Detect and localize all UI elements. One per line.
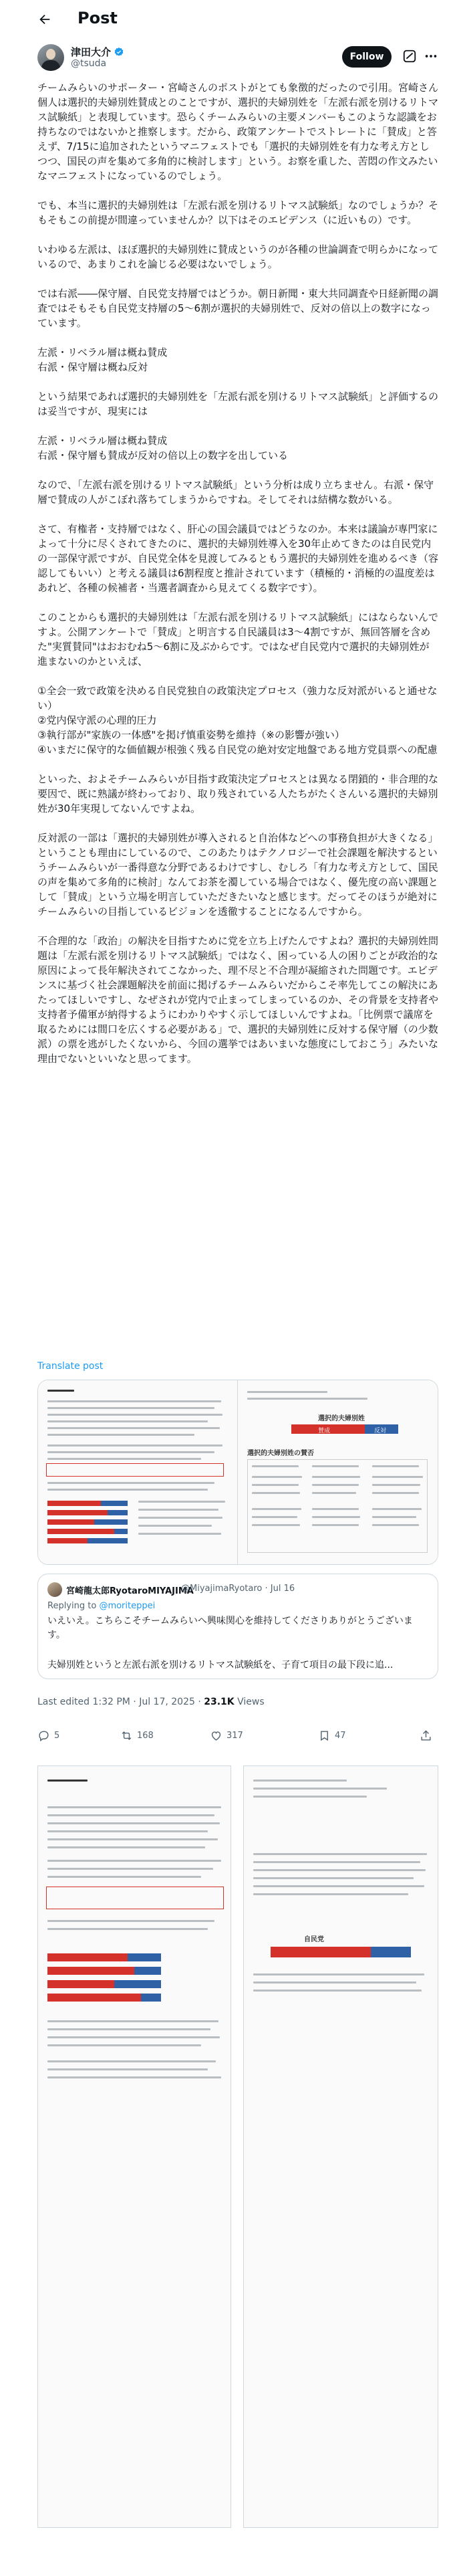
post-paragraph: なので、「左派右派を別けるリトマス試験紙」という分析は成り立ちません。右派・保守層で賛成の人がこぼれ落ちてしまうからですね。そしてそれは結構な数がいる。 bbox=[37, 479, 434, 506]
reply-count: 5 bbox=[54, 1730, 60, 1741]
views-count: 23.1K bbox=[204, 1697, 235, 1707]
author-row bbox=[37, 44, 438, 78]
share-button[interactable] bbox=[420, 1725, 432, 1745]
post-paragraph: ①全会一致で政策を決める自民党独自の政策決定プロセス（強力な反対派がいると通せない） ②党内保守派の心理的圧力 ③執行部が"家族の一体感"を掲げ慎重姿勢を維持（※の影響が強い） ④いまだに保守的な価値観が根強く残る自民党の絶対安定地盤である地方党員票への配慮 bbox=[37, 685, 438, 756]
chart-label-no: 反対 bbox=[374, 1428, 387, 1434]
bookmark-button[interactable] bbox=[318, 1725, 346, 1745]
reply-to-link[interactable]: @moriteppei bbox=[99, 1601, 156, 1611]
gallery-image-chart[interactable] bbox=[243, 1765, 438, 2528]
chart-subtitle: 選択的夫婦別姓の賛否 bbox=[247, 1450, 314, 1457]
verified-badge-icon bbox=[114, 47, 124, 58]
quote-reply-line bbox=[47, 1601, 155, 1611]
post-paragraph: 反対派の一部は「選択的夫婦別姓が導入されると自治体などへの事務負担が大きくなる」ということも理由にしているので、このあたりはテクノロジーで社会課題を解決するというチームみらいが一番得意な分野であるわけですし、むしろ「有力な考え方として、国民の声を集めて多角的に検討」なんてお茶を濁している場合ではなく、優先度の高い課題として「賛成」という立場を明言していただきたいなと感じます。だってそのほうが絶対にチームみらいの目指しているビジョンを透徹することになるんですから。 bbox=[37, 832, 438, 918]
page-title: Post bbox=[78, 9, 118, 27]
back-arrow-icon[interactable] bbox=[37, 12, 52, 27]
post-paragraph: 左派・リベラル層は概ね賛成 右派・保守層は概ね反対 bbox=[37, 346, 168, 373]
author-handle[interactable]: @tsuda bbox=[71, 58, 107, 69]
reply-button[interactable] bbox=[37, 1725, 59, 1745]
bookmark-icon bbox=[318, 1729, 331, 1742]
reply-icon bbox=[37, 1729, 50, 1742]
views-label: Views bbox=[237, 1697, 265, 1707]
chart-label-yes: 賛成 bbox=[318, 1428, 331, 1434]
repost-icon bbox=[120, 1729, 133, 1742]
like-count: 317 bbox=[227, 1730, 243, 1741]
more-options-icon[interactable] bbox=[424, 49, 438, 64]
quote-avatar[interactable] bbox=[47, 1582, 62, 1597]
quote-text-more: 夫婦別姓というと左派右派を別けるリトマス試験紙を、子育て項目の最下段に追... bbox=[47, 1660, 394, 1671]
avatar[interactable] bbox=[37, 44, 64, 71]
image-gallery bbox=[37, 1765, 438, 2541]
quote-author-handle[interactable]: @MiyajimaRyotaro · Jul 16 bbox=[181, 1584, 295, 1594]
post-paragraph: チームみらいのサポーター・宮崎さんのポストがとても象徴的だったので引用。宮崎さん個人は選択的夫婦別姓賛成とのことですが、選択的夫婦別姓を「左派右派を別けるリトマス試験紙」と表現しています。恐らくチームみらいの主要メンバーもこのような認識をお持ちなのではないかと推察します。だから、政策アンケートでストレートに「賛成」と答えず、7/15に追加されたというマニフェストでも「選択的夫婦別姓を有力な考え方としつつ、国民の声を集めて多角的に検討します」という。お察を重した、苦悶の作文みたいなマニフェストになっているのでしょう。 bbox=[37, 82, 439, 182]
gallery-image-document[interactable] bbox=[37, 1765, 231, 2528]
post-paragraph: 不合理的な「政治」の解決を目指すために党を立ち上げたんですよね？選択的夫婦別姓問題は「左派右派を別けるリトマス試験紙」ではなく、困っている人の困りごとが政治的な原因によって長年解決されてこなかった、理不尽と不合理が凝縮された問題です。エビデンスに基づく社会課題解決を前面に掲げるチームみらいだからこそ率先してこの解決にあたってほしいですし、なぜされが党内で止まってしまっているのか、その背景を支持者や支持者予備軍が納得するようにわかりやすく示してほしいんですよね。「比例票で議席を取るためには間口を広くする必要がある」で、選択的夫婦別姓に反対する保守層（の少数派）の票を逃がしたくないから、今回の選挙ではあいまいな態度にしておこう」みたいな理由でないといいなと思ってます。 bbox=[37, 935, 439, 1065]
grok-icon[interactable] bbox=[402, 49, 417, 64]
bookmark-count: 47 bbox=[335, 1730, 346, 1741]
post-paragraph: といった、およそチームみらいが目指す政策決定プロセスとは異なる閉鎖的・非合理的な要因で、既に熟議が終わっており、取り残されている人たちがたくさんいる選択的夫婦別姓が30年実現してないんですよね。 bbox=[37, 773, 439, 815]
repost-count: 168 bbox=[137, 1730, 154, 1741]
gallery-chart-title: 自民党 bbox=[304, 1936, 324, 1943]
media-image-chart[interactable] bbox=[238, 1380, 438, 1564]
timestamp[interactable]: Last edited 1:32 PM · Jul 17, 2025 bbox=[37, 1697, 195, 1707]
media-grid bbox=[37, 1380, 438, 1565]
chart-title: 選択的夫婦別姓 bbox=[318, 1415, 365, 1422]
author-name[interactable] bbox=[71, 45, 124, 59]
post-meta: Last edited 1:32 PM · Jul 17, 2025 · 23.1K Views bbox=[37, 1697, 265, 1707]
post-paragraph: という結果であれば選択的夫婦別姓を「左派右派を別けるリトマス試験紙」と評価するのは妥当ですが、現実には bbox=[37, 391, 439, 417]
author-name-text[interactable]: 津田大介 bbox=[71, 46, 112, 58]
translate-link[interactable]: Translate post bbox=[37, 1361, 104, 1372]
post-text bbox=[37, 80, 438, 1081]
media-image-document[interactable] bbox=[38, 1380, 238, 1564]
action-bar bbox=[37, 1725, 438, 1748]
reply-prefix: Replying to bbox=[47, 1601, 97, 1611]
post-paragraph: でも、本当に選択的夫婦別姓は「左派右派を別けるリトマス試験紙」なのでしょうか？そもそもこの前提が間違っていませんか？以下はそのエビデンス（に近いもの）です。 bbox=[37, 199, 439, 226]
share-icon bbox=[420, 1729, 432, 1742]
quote-text: いえいえ。こちらこそチームみらいへ興味関心を維持してくださりありがとうございます。 bbox=[47, 1616, 413, 1640]
post-paragraph: では右派――保守層、自民党支持層ではどうか。朝日新聞・東大共同調査や日経新聞の調査ではそもそも自民党支持層の5〜6割が選択的夫婦別姓で、反対の倍以上の数字になっています。 bbox=[37, 288, 439, 329]
post-paragraph: さて、有権者・支持層ではなく、肝心の国会議員ではどうなのか。本来は議論が専門家によって十分に尽くされてきたのに、選択的夫婦別姓導入を30年止めてきたのは自民党内の一部保守派ですが、自民党全体を見渡してみるともう選択的夫婦別姓を進めるべき（容認してもいい）と考える議員は6割程度と推計されています（積極的・消極的の温度差はあれど、各種の候補者・当選者調査から見えてくる数字です）。 bbox=[37, 523, 439, 594]
follow-button[interactable]: Follow bbox=[342, 46, 392, 68]
post-paragraph: いわゆる左派は、ほぼ選択的夫婦別姓に賛成というのが各種の世論調査で明らかになっているので、あまりこれを論じる必要はないでしょう。 bbox=[37, 243, 439, 270]
repost-button[interactable] bbox=[120, 1725, 154, 1745]
quoted-post[interactable] bbox=[37, 1574, 438, 1679]
heart-icon bbox=[210, 1729, 222, 1742]
post-paragraph: このことからも選択的夫婦別姓は「左派右派を別けるリトマス試験紙」にはならないんですよ。公開アンケートで「賛成」と明言する自民議員は3〜4割ですが、無回答層を含めた"実質賛同"はおおむね5〜6割に及ぶからです。ではなぜ自民党内で選択的夫婦別姓が進まないのかといえば、 bbox=[37, 611, 439, 667]
post-paragraph: 左派・リベラル層は概ね賛成 右派・保守層も賛成が反対の倍以上の数字を出している bbox=[37, 435, 289, 461]
post-header bbox=[0, 0, 451, 37]
like-button[interactable] bbox=[210, 1725, 243, 1745]
quote-author-name[interactable]: 宮崎龍太郎RyotaroMIYAJIMA bbox=[66, 1586, 194, 1596]
